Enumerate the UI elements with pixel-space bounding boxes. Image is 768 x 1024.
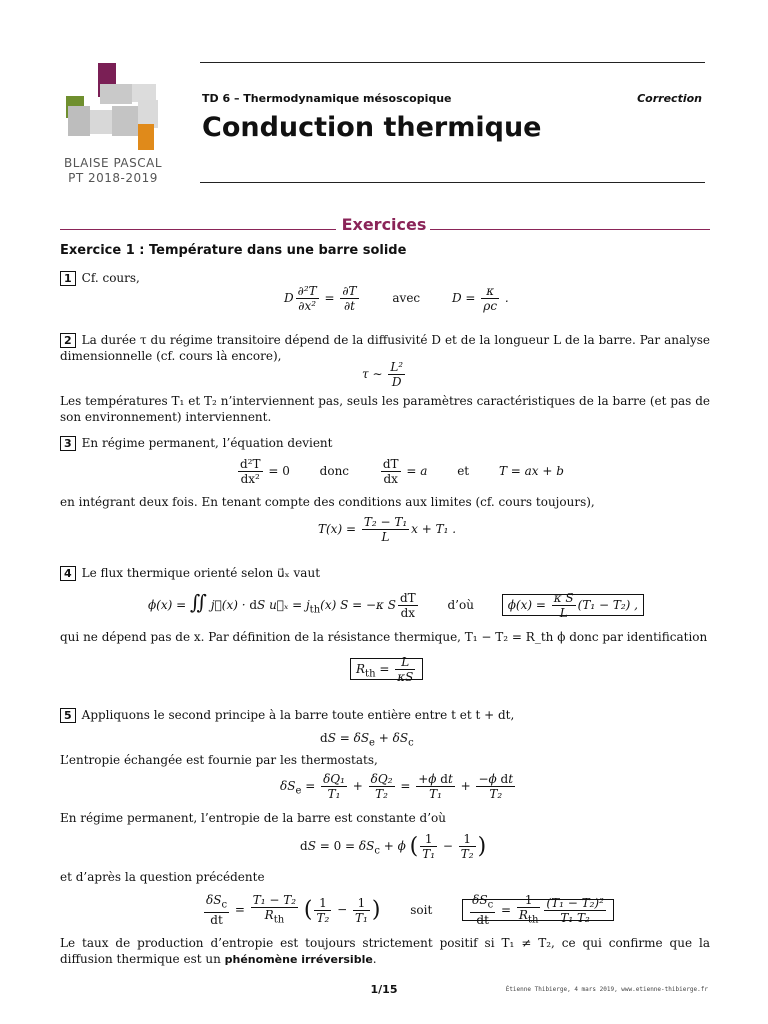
page-title: Conduction thermique (202, 112, 542, 143)
q2-after: Les températures T₁ et T₂ n’interviennent pas, seuls les paramètres caractéristiques de la barre (et pas de son environnement) interviennent. (60, 394, 710, 424)
header-bottom-rule (200, 182, 705, 183)
q5-paragraph (60, 707, 710, 723)
q4-equation: ϕ(x) = ∬ j⃗(x) · dS u⃗ₓ = $j_{th}(x) S = -\kappa$ S $\frac{dT}{dx}$ d’où ϕ(x) = $\frac{\text{κ S}}{L}$ (T₁ − T₂) , (148, 590, 644, 620)
q4-text: Le flux thermique orienté selon u⃗ₓ vaut (81, 566, 321, 580)
logo (60, 60, 168, 155)
q4-boxed-result: ϕ(x) = $\frac{\text{κ S}}{L}$ (T₁ − T₂) , (502, 594, 644, 616)
header-top-rule (200, 62, 705, 63)
word-soit: soit (410, 902, 433, 917)
q4-paragraph (60, 565, 710, 581)
q3-solution: T(x) = $\frac{\text{T₂ − T₁}}{L}$ x + T₁ . (318, 515, 457, 544)
q5-line2: En régime permanent, l’entropie de la barre est constante d’où (60, 811, 446, 825)
q2-text: La durée τ du régime transitoire dépend de la diffusivité D et de la longueur L de la barre. Par analyse dimensionnelle (cf. cours là encore), (60, 333, 710, 363)
word-avec: avec (392, 291, 421, 305)
q5-line1: L’entropie échangée est fournie par les thermostats, (60, 753, 378, 767)
q1-equation: D $\frac{\text{∂²T}}{\text{∂x²}}$ = $\frac{\partial T}{\partial t}$ avec D = $\frac{\kappa}{\rho c}$ . (284, 284, 509, 313)
footer-credit: Étienne Thibierge, 4 mars 2019, www.etienne-thibierge.fr (505, 986, 708, 993)
correction-label: Correction (637, 92, 702, 105)
q1-text: Cf. cours, (81, 271, 140, 285)
word-dou: d’où (447, 598, 474, 612)
q5-conclusion-text: Le taux de production d’entropie est toujours strictement positif si T₁ ≠ T₂, ce qui confirme que la diffusion thermique est un (60, 936, 710, 966)
q3-paragraph (60, 435, 710, 451)
q3-after: en intégrant deux fois. En tenant compte des conditions aux limites (cf. cours toujours), (60, 495, 595, 509)
q5-conclusion (60, 935, 710, 968)
exercise-title: Exercice 1 : Température dans une barre solide (60, 243, 407, 258)
logo-year: PT 2018-2019 (68, 171, 158, 185)
q2-number: 2 (60, 333, 76, 348)
q4-number: 4 (60, 566, 76, 581)
q3-number: 3 (60, 436, 76, 451)
section-rule-right (430, 229, 710, 230)
q1-number: 1 (60, 271, 76, 286)
q5-eq1: dS = $\delta S_e + \delta S_c$ (320, 731, 414, 749)
q4-after: qui ne dépend pas de x. Par définition de la résistance thermique, T₁ − T₂ = R_th ϕ donc par identification (60, 630, 708, 644)
q5-line3: et d’après la question précédente (60, 870, 265, 884)
q3-text: En régime permanent, l’équation devient (81, 436, 333, 450)
q5-conclusion-bold: phénomène irréversible (224, 953, 373, 966)
q5-eq2: $\delta S_e$ = $\frac{\text{δQ₁}}{\text{T₁}}$ + $\frac{\text{δQ₂}}{\text{T₂}}$ = $\frac{\text{+ϕ dt}}{\text{T₁}}$ + $\frac{\text{−ϕ dt}}{\text{T₂}}$ (280, 772, 514, 801)
q5-eq4: $\frac{\delta S_c}{dt}$ = $\frac{\text{T₁ − T₂}}{R_{th}}$ ( $\frac{1}{\text{T₂}}$ − $\frac{1}{\text{T₁}}$ ) soit $\frac{\delta S_c}{dt}$ = $\frac{1}{R_{th}}$ $\frac{\text{(T₁ − T₂)²}}{\text{T₁ T₂}}$ (202, 893, 614, 927)
q5-text: Appliquons le second principe à la barre toute entière entre t et t + dt, (81, 708, 515, 722)
q5-conclusion-end: . (372, 952, 377, 966)
q2-equation: τ ∼ $\frac{\text{L²}}{D}$ (362, 360, 404, 389)
q3-equation: $\frac{\text{d²T}}{\text{dx²}}$ = 0 donc $\frac{dT}{dx}$ = a et T = ax + b (240, 457, 564, 486)
section-title: Exercices (341, 215, 427, 234)
q5-number: 5 (60, 708, 76, 723)
td-subtitle: TD 6 – Thermodynamique mésoscopique (202, 92, 452, 105)
word-et: et (457, 464, 470, 478)
q5-boxed-result: $\frac{\delta S_c}{dt}$ = $\frac{1}{R_{th}}$ $\frac{\text{(T₁ − T₂)²}}{\text{T₁ T₂}}$ (462, 899, 614, 921)
word-donc: donc (319, 464, 350, 478)
page-number: 1/15 (370, 983, 398, 996)
q5-eq3: dS = $0 = \delta S_c + \phi$ ( $\frac{1}{\text{T₁}}$ − $\frac{1}{\text{T₂}}$ ) (300, 832, 487, 861)
logo-school-name: BLAISE PASCAL (63, 156, 163, 170)
q4-resistance: $R_{th}$ = $\frac{L}{\kappa S}$ (350, 655, 423, 684)
